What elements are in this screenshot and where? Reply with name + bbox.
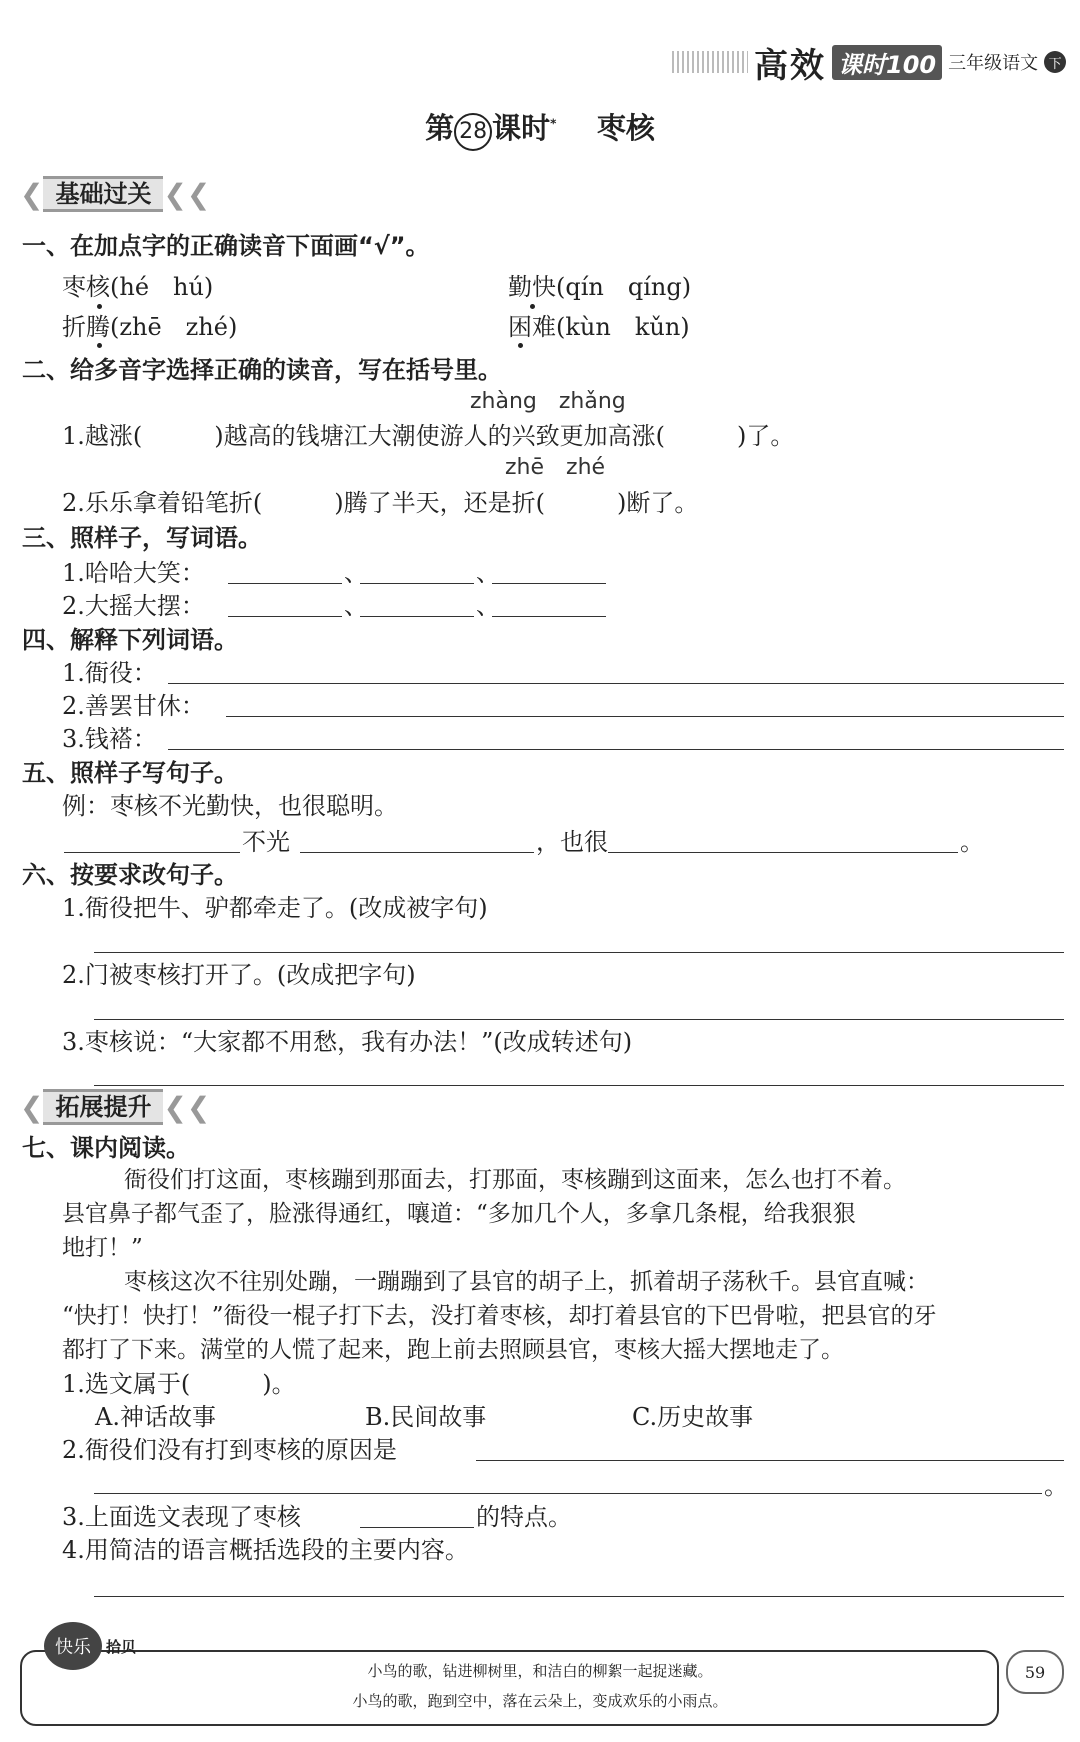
q7-question: 1.选文属于( )。 — [62, 1370, 296, 1398]
separator: 、 — [476, 559, 500, 587]
q7-question: 4.用简洁的语言概括选段的主要内容。 — [62, 1536, 469, 1564]
q7-heading: 七、课内阅读。 — [22, 1134, 190, 1162]
q2-heading: 二、给多音字选择正确的读音，写在括号里。 — [22, 356, 502, 384]
lesson-number: 28 — [454, 113, 492, 151]
passage-line: 都打了下来。满堂的人慌了起来，跑上前去照顾县官，枣核大摇大摆地走了。 — [62, 1337, 844, 1363]
answer-line[interactable] — [226, 716, 1064, 717]
q5-word: 不光 — [242, 828, 290, 856]
separator: 、 — [476, 592, 500, 620]
chevron-left-icon: ❮ — [20, 177, 44, 211]
q4-item: 2.善罢甘休： — [62, 692, 205, 720]
answer-blank[interactable] — [300, 852, 534, 853]
answer-blank[interactable] — [228, 583, 342, 584]
q1-item: 折腾(zhē zhé) — [62, 313, 238, 341]
answer-line[interactable] — [94, 1085, 1064, 1086]
lesson-star: * — [550, 116, 557, 131]
q3-item: 2.大摇大摆： — [62, 592, 205, 620]
lesson-title — [0, 106, 1080, 151]
q5-word: ，也很 — [536, 828, 608, 856]
q7-question: 3.上面选文表现了枣核 — [62, 1503, 301, 1531]
section-label: 基础过关 — [43, 176, 163, 212]
q1-item: 枣核(hé hú) — [62, 273, 214, 301]
option-a[interactable]: A.神话故事 — [95, 1403, 216, 1431]
brand-header — [672, 42, 1066, 86]
footer-tab: 快乐 — [44, 1622, 102, 1670]
footer-tab-label: 拾贝 — [106, 1638, 137, 1656]
footer-line: 小鸟的歌，跑到空中，落在云朵上，变成欢乐的小雨点。 — [352, 1692, 728, 1710]
brand-sub: 课时100 — [832, 45, 942, 80]
q5-example: 例：枣核不光勤快，也很聪明。 — [62, 792, 398, 820]
q2-pinyin: zhē zhé — [505, 455, 606, 480]
q4-item: 3.钱褡： — [62, 725, 157, 753]
q7-end: 。 — [1044, 1472, 1068, 1500]
volume-badge: 下 — [1044, 51, 1066, 73]
answer-line[interactable] — [476, 1460, 1064, 1461]
q5-end: 。 — [960, 828, 984, 856]
q1-item: 勤快(qín qíng) — [508, 273, 692, 301]
passage-line: 县官鼻子都气歪了，脸涨得通红，嚷道：“多加几个人，多拿几条棍，给我狠狠 — [62, 1201, 856, 1227]
answer-blank[interactable] — [360, 583, 474, 584]
answer-blank[interactable] — [360, 616, 474, 617]
q4-item: 1.衙役： — [62, 659, 157, 687]
q1-heading: 一、在加点字的正确读音下面画“√”。 — [22, 232, 430, 260]
answer-blank[interactable] — [492, 583, 606, 584]
separator: 、 — [344, 592, 368, 620]
q6-sentence: 2.门被枣核打开了。(改成把字句) — [62, 961, 416, 989]
q3-item: 1.哈哈大笑： — [62, 559, 205, 587]
answer-line[interactable] — [94, 1493, 1042, 1494]
emphasis-dot — [97, 343, 102, 348]
q6-sentence: 1.衙役把牛、驴都牵走了。(改成被字句) — [62, 894, 488, 922]
separator: 、 — [344, 559, 368, 587]
decor-stripes — [672, 51, 748, 73]
q3-heading: 三、照样子，写词语。 — [22, 524, 262, 552]
chevron-left-icon: ❮❮ — [163, 1090, 211, 1124]
answer-line[interactable] — [94, 952, 1064, 953]
answer-line[interactable] — [94, 1596, 1064, 1597]
option-b[interactable]: B.民间故事 — [365, 1403, 487, 1431]
chevron-left-icon: ❮ — [20, 1090, 44, 1124]
brand-main: 高效 — [754, 45, 826, 86]
answer-blank[interactable] — [360, 1527, 474, 1528]
answer-blank[interactable] — [64, 852, 240, 853]
answer-line[interactable] — [168, 683, 1064, 684]
emphasis-dot — [97, 304, 102, 309]
q6-heading: 六、按要求改句子。 — [22, 861, 238, 889]
emphasis-dot — [530, 304, 535, 309]
lesson-name: 枣核 — [596, 111, 655, 145]
q4-heading: 四、解释下列词语。 — [22, 626, 238, 654]
passage-line: 衙役们打这面，枣核蹦到那面去，打那面，枣核蹦到这面来，怎么也打不着。 — [124, 1167, 906, 1193]
section-banner-basic — [20, 176, 210, 212]
q6-sentence: 3.枣核说：“大家都不用愁，我有办法！”(改成转述句) — [62, 1028, 633, 1056]
q7-question: 2.衙役们没有打到枣核的原因是 — [62, 1436, 397, 1464]
answer-blank[interactable] — [608, 852, 958, 853]
section-banner-extend — [20, 1089, 210, 1125]
chevron-left-icon: ❮❮ — [163, 177, 211, 211]
footer-line: 小鸟的歌，钻进柳树里，和洁白的柳絮一起捉迷藏。 — [367, 1662, 713, 1680]
q2-pinyin: zhàng zhǎng — [470, 389, 626, 414]
answer-line[interactable] — [168, 749, 1064, 750]
emphasis-dot — [518, 343, 523, 348]
grade-label: 三年级语文 — [948, 53, 1039, 74]
lesson-prefix: 第 — [425, 111, 455, 145]
q2-sentence: 1.越涨( )越高的钱塘江大潮使游人的兴致更加高涨( )了。 — [62, 422, 795, 450]
passage-line: “快打！快打！”衙役一棍子打下去，没打着枣核，却打着县官的下巴骨啦，把县官的牙 — [62, 1303, 937, 1329]
q1-item: 困难(kùn kǔn) — [508, 313, 690, 341]
page-number: 59 — [1006, 1650, 1064, 1694]
passage-line: 枣核这次不往别处蹦，一蹦蹦到了县官的胡子上，抓着胡子荡秋千。县官直喊： — [124, 1269, 929, 1295]
lesson-suffix: 课时 — [492, 111, 551, 145]
q5-heading: 五、照样子写句子。 — [22, 759, 238, 787]
answer-blank[interactable] — [228, 616, 342, 617]
answer-blank[interactable] — [492, 616, 606, 617]
answer-line[interactable] — [94, 1019, 1064, 1020]
q7-question: 的特点。 — [476, 1503, 572, 1531]
q2-sentence: 2.乐乐拿着铅笔折( )腾了半天，还是折( )断了。 — [62, 489, 699, 517]
option-c[interactable]: C.历史故事 — [632, 1403, 754, 1431]
section-label: 拓展提升 — [43, 1089, 163, 1125]
passage-line: 地打！” — [62, 1235, 143, 1261]
